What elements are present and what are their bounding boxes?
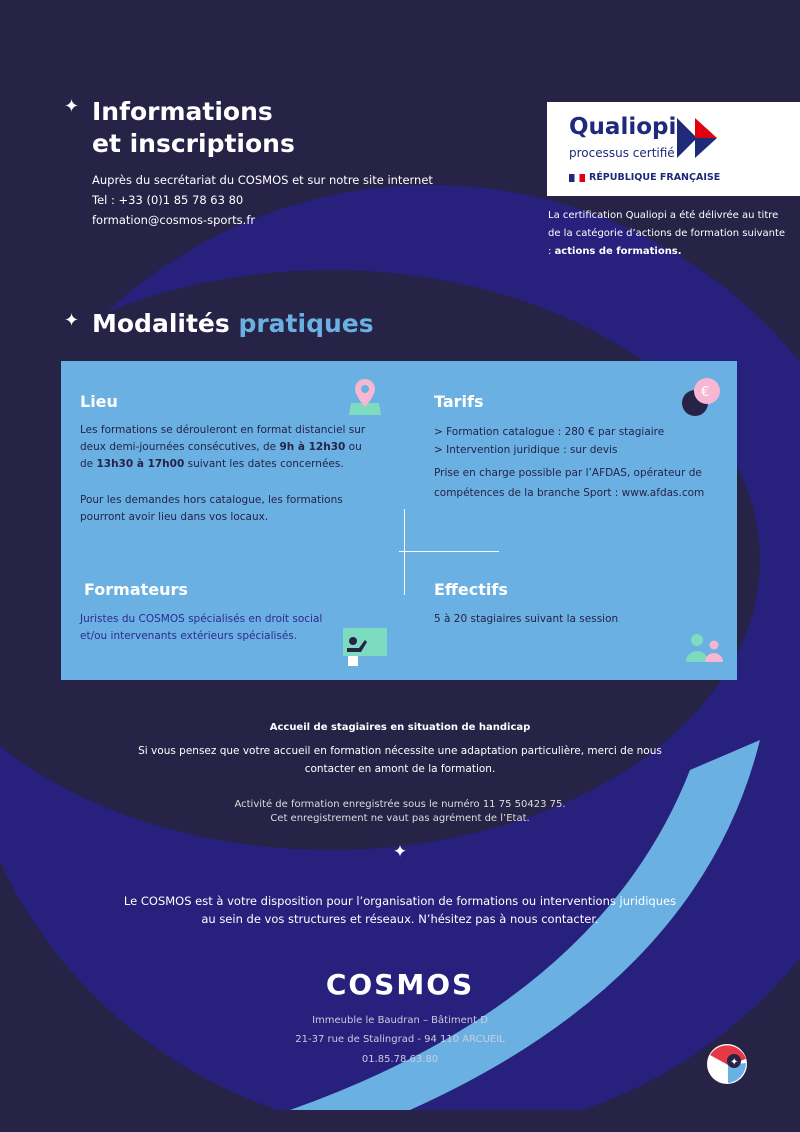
activite-line-1: Activité de formation enregistrée sous le numéro 11 75 50423 75. <box>234 799 566 810</box>
t: Les formations se dérouleront en format distanciel sur deux demi-journées consécutives, de <box>80 424 366 453</box>
cert-bold: actions de formations. <box>554 246 682 257</box>
qualiopi-logo <box>547 102 800 196</box>
formateurs-text: Juristes du COSMOS spécialisés en droit social et/ou intervenants extérieurs spécialisés. <box>80 613 323 642</box>
info-phone: Tel : +33 (0)1 85 78 63 80 <box>92 193 244 207</box>
cosmos-logo: COSMOS <box>325 968 475 1001</box>
info-email[interactable]: formation@cosmos-sports.fr <box>92 213 256 227</box>
republique-francaise: RÉPUBLIQUE FRANÇAISE <box>589 172 721 183</box>
french-flag-icon <box>569 174 585 182</box>
tarif-intervention: > Intervention juridique : sur devis <box>434 444 618 456</box>
cert-text: La certification Qualiopi a été délivrée au titre de la catégorie d’actions de formation suivante : <box>548 210 786 257</box>
title-accent: pratiques <box>238 309 374 338</box>
euro-coins-icon <box>681 377 721 417</box>
formateurs-title: Formateurs <box>84 580 188 599</box>
tarif-catalogue: > Formation catalogue : 280 € par stagiaire <box>434 426 665 438</box>
cta-text <box>0 892 800 928</box>
address-line-1: Immeuble le Baudran – Bâtiment D <box>312 1015 488 1026</box>
tarif-afdas: Prise en charge possible par l’AFDAS, opérateur de compétences de la branche Sport : www.afdas.com <box>434 467 705 499</box>
sparkle-icon: ✦ <box>64 96 80 117</box>
handicap-title: Accueil de stagiaires en situation de handicap <box>269 722 531 733</box>
effectifs-text: 5 à 20 stagiaires suivant la session <box>434 613 619 625</box>
sparkle-icon: ✦ <box>392 842 408 862</box>
t: 13h30 à 17h00 <box>96 458 185 470</box>
svg-text:€: € <box>701 385 710 400</box>
sparkle-icon: ✦ <box>64 310 80 331</box>
info-title-2: et inscriptions <box>92 129 295 158</box>
t: ou de <box>80 441 362 470</box>
qualiopi-wordmark: Qualiopi <box>569 114 677 140</box>
info-line: Auprès du secrétariat du COSMOS et sur notre site internet <box>92 173 433 187</box>
modalites-card <box>61 361 737 680</box>
divider <box>404 509 405 595</box>
qualiopi-arrows-icon <box>677 118 719 158</box>
info-title-1: Informations <box>92 97 273 126</box>
title-part: Modalités <box>92 309 239 338</box>
handicap-text: Si vous pensez que votre accueil en formation nécessite une adaptation particulière, merci de nous contacter en amont de la formation. <box>138 745 662 775</box>
qualiopi-cert-text <box>548 207 788 261</box>
activite-line-2: Cet enregistrement ne vaut pas agrément de l’Etat. <box>270 813 530 824</box>
divider <box>399 551 499 552</box>
phone: 01.85.78.63.80 <box>361 1054 439 1065</box>
lieu-text-2: Pour les demandes hors catalogue, les formations pourront avoir lieu dans vos locaux. <box>80 494 343 523</box>
effectifs-title: Effectifs <box>434 580 508 599</box>
info-section <box>92 96 433 230</box>
cosmos-emblem-icon <box>706 1043 748 1085</box>
lieu-text-1 <box>80 422 370 473</box>
t: suivant les dates concernées. <box>184 458 344 470</box>
lieu-title: Lieu <box>80 392 118 411</box>
people-icon <box>686 633 726 663</box>
location-pin-icon <box>347 377 383 415</box>
cta-line: Le COSMOS est à votre disposition pour l’organisation de formations ou interventions juridiques <box>123 894 677 908</box>
tarifs-title: Tarifs <box>434 392 484 411</box>
svg-text:✦: ✦ <box>730 1057 739 1068</box>
t: 9h à 12h30 <box>279 441 346 453</box>
modalites-title <box>92 308 374 340</box>
address-line-2: 21-37 rue de Stalingrad - 94 110 ARCUEIL <box>295 1034 505 1045</box>
teacher-board-icon <box>343 628 389 668</box>
cta-line: au sein de vos structures et réseaux. N’hésitez pas à nous contacter. <box>201 912 599 926</box>
qualiopi-subtitle: processus certifié <box>569 146 675 160</box>
